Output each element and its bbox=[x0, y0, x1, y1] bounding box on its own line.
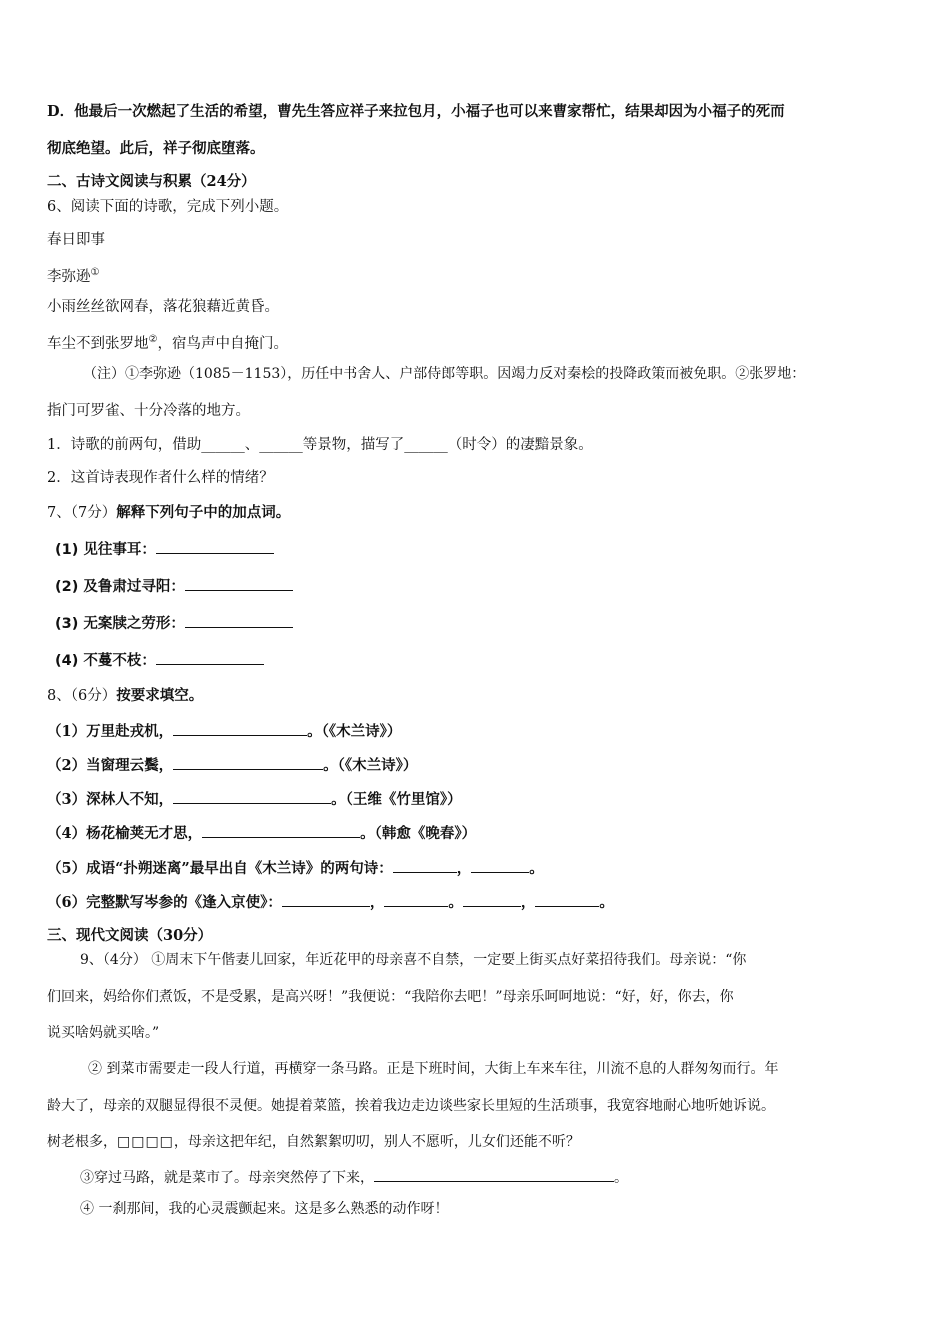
poem-line-2-footnote-mark: ② bbox=[148, 334, 158, 345]
q6-intro: 6、阅读下面的诗歌，完成下列小题。 bbox=[47, 199, 289, 215]
q6-sub1: 1．诗歌的前两句，借助______、______等景物，描写了______（时令）的凄黯景象。 bbox=[47, 437, 593, 453]
q9-p4: ④ 一刹那间，我的心灵震颤起来。这是多么熟悉的动作呀！ bbox=[80, 1201, 449, 1217]
q8-item-5-prefix: （5）成语“扑朔迷离”最早出自《木兰诗》的两句诗： bbox=[47, 860, 393, 877]
q8-item-5-blank-2[interactable] bbox=[471, 857, 529, 873]
q6-sub2: 2．这首诗表现作者什么样的情绪？ bbox=[47, 470, 274, 486]
q8-item-6-prefix: （6）完整默写岑参的《逢入京使》： bbox=[47, 894, 282, 911]
poem-title: 春日即事 bbox=[47, 232, 105, 248]
poem-line-1: 小雨丝丝欲网春，落花狼藉近黄昏。 bbox=[47, 299, 279, 315]
q8-item-3-blank[interactable] bbox=[173, 788, 331, 804]
poem-note-line2: 指门可罗雀、十分冷落的地方。 bbox=[47, 403, 250, 419]
q5-option-d-line2: 彻底绝望。此后，祥子彻底堕落。 bbox=[47, 140, 265, 157]
q8-item-6 bbox=[47, 891, 614, 913]
q9-fill-in-boxes[interactable]: □□□□ bbox=[117, 1134, 174, 1150]
q7-item-2-label: (2) 及鲁肃过寻阳： bbox=[55, 579, 185, 595]
q9-p1-line3: 说买啥妈就买啥。” bbox=[47, 1025, 160, 1041]
q8-item-6-blank-2[interactable] bbox=[384, 891, 448, 907]
q7-item-2 bbox=[55, 575, 293, 597]
q8-item-6-end: 。 bbox=[599, 894, 614, 911]
q8-item-3-source: 。（王维《竹里馆》） bbox=[331, 791, 462, 808]
q8-item-2-blank[interactable] bbox=[173, 754, 323, 770]
q8-item-3 bbox=[47, 788, 462, 810]
q8-item-1-blank[interactable] bbox=[173, 720, 307, 736]
q9-p1-line1: 9、（4分） ①周末下午偕妻儿回家，年近花甲的母亲喜不自禁，一定要上街买点好菜招待我们。母亲说：“你 bbox=[80, 952, 747, 968]
q9-p3-blank[interactable] bbox=[374, 1166, 614, 1182]
q8-item-1 bbox=[47, 720, 401, 742]
q9-p2-line2: 龄大了，母亲的双腿显得很不灵便。她提着菜篮，挨着我边走边谈些家长里短的生活琐事，我宽容地耐心地听她诉说。 bbox=[47, 1098, 775, 1114]
q7-item-4 bbox=[55, 649, 264, 671]
q8-item-6-separator-3: ， bbox=[520, 894, 536, 911]
section2-title: 二、古诗文阅读与积累（24分） bbox=[47, 173, 256, 190]
q7-item-1 bbox=[55, 538, 274, 560]
q9-p2-line3 bbox=[47, 1132, 580, 1152]
q8-item-5-end: 。 bbox=[529, 860, 544, 877]
q7-item-3-blank[interactable] bbox=[185, 612, 293, 628]
poem-note-line1: （注）①李弥逊（1085－1153），历任中书舍人、户部侍郎等职。因竭力反对秦桧的投降政策而被免职。②张罗地： bbox=[83, 366, 806, 382]
q9-p2-line3-part1: 树老根多， bbox=[47, 1134, 117, 1150]
q8-item-4-prefix: （4）杨花榆荚无才思， bbox=[47, 825, 203, 842]
q8-item-1-source: 。（《木兰诗》） bbox=[307, 723, 402, 740]
q8-item-5-blank-1[interactable] bbox=[393, 857, 457, 873]
q8-item-4-blank[interactable] bbox=[202, 822, 360, 838]
q8-item-6-blank-3[interactable] bbox=[463, 891, 521, 907]
q8-item-2-prefix: （2）当窗理云鬓， bbox=[47, 757, 174, 774]
q9-p2-line3-part2: ，母亲这把年纪，自然絮絮叨叨，别人不愿听，儿女们还能不听？ bbox=[173, 1134, 580, 1150]
q8-item-6-separator-2: 。 bbox=[448, 894, 463, 911]
q8-item-6-separator-1: ， bbox=[369, 894, 385, 911]
q8-number: 8、（6分） bbox=[47, 688, 117, 704]
q8-item-4 bbox=[47, 822, 476, 844]
q8-heading bbox=[47, 686, 203, 706]
q5-option-d-line1: D．他最后一次燃起了生活的希望，曹先生答应祥子来拉包月，小福子也可以来曹家帮忙，结果却因为小福子的死而 bbox=[47, 103, 785, 120]
q8-item-6-blank-4[interactable] bbox=[535, 891, 599, 907]
q7-item-4-blank[interactable] bbox=[156, 649, 264, 665]
q8-item-2-source: 。（《木兰诗》） bbox=[323, 757, 418, 774]
q9-p3-text: ③穿过马路，就是菜市了。母亲突然停了下来， bbox=[80, 1170, 374, 1186]
q7-item-1-label: (1) 见往事耳： bbox=[55, 542, 156, 558]
poem-line-2-part2: ，宿鸟声中自掩门。 bbox=[157, 335, 288, 352]
q9-p2-line1: ② 到菜市需要走一段人行道，再横穿一条马路。正是下班时间，大街上车来车往，川流不息的人群匆匆而行。年 bbox=[88, 1061, 779, 1077]
q8-item-5-separator: ， bbox=[456, 860, 472, 877]
q8-item-2 bbox=[47, 754, 417, 776]
q7-item-3-label: (3) 无案牍之劳形： bbox=[55, 616, 185, 632]
q8-item-6-blank-1[interactable] bbox=[282, 891, 370, 907]
q7-number: 7、（7分） bbox=[47, 505, 117, 521]
q7-heading bbox=[47, 503, 290, 523]
q8-item-3-prefix: （3）深林人不知， bbox=[47, 791, 174, 808]
q7-item-1-blank[interactable] bbox=[156, 538, 274, 554]
q9-p1-line2: 们回来，妈给你们煮饭，不是受累，是高兴呀！”我便说：“我陪你去吧！”母亲乐呵呵地说：“好，好，你去，你 bbox=[47, 989, 734, 1005]
q7-item-4-label: (4) 不蔓不枝： bbox=[55, 653, 156, 669]
q7-item-2-blank[interactable] bbox=[185, 575, 293, 591]
q7-item-3 bbox=[55, 612, 293, 634]
q7-prompt: 解释下列句子中的加点词。 bbox=[116, 504, 291, 521]
q8-item-1-prefix: （1）万里赴戎机， bbox=[47, 723, 174, 740]
poem-author-footnote-mark: ① bbox=[90, 267, 100, 278]
poem-author bbox=[47, 263, 99, 287]
poem-line-2 bbox=[47, 330, 288, 354]
q9-p3-end: 。 bbox=[614, 1170, 628, 1186]
section3-title: 三、现代文阅读（30分） bbox=[47, 927, 213, 944]
poem-line-2-part1: 车尘不到张罗地 bbox=[47, 335, 149, 352]
q8-item-4-source: 。（韩愈《晚春》） bbox=[360, 825, 477, 842]
q8-item-5 bbox=[47, 857, 544, 879]
q8-prompt: 按要求填空。 bbox=[116, 687, 204, 704]
q9-p3 bbox=[80, 1166, 628, 1188]
poem-author-name: 李弥逊 bbox=[47, 268, 91, 285]
